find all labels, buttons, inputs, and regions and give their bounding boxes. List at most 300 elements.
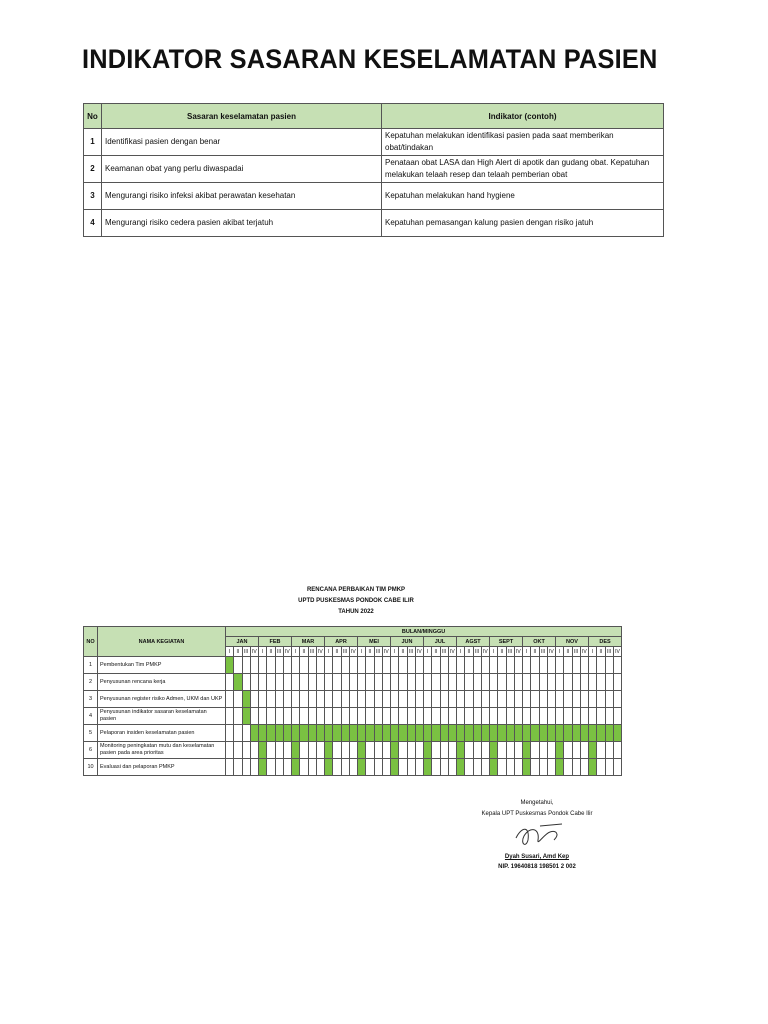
schedule-cell bbox=[580, 759, 588, 776]
activity-no: 5 bbox=[84, 725, 98, 742]
schedule-cell bbox=[300, 742, 308, 759]
schedule-cell-active bbox=[506, 725, 514, 742]
schedule-cell bbox=[242, 759, 250, 776]
schedule-cell-active bbox=[539, 725, 547, 742]
schedule-cell-active bbox=[275, 725, 283, 742]
indicator-text: Kepatuhan pemasangan kalung pasien dengan risiko jatuh bbox=[382, 210, 664, 237]
schedule-cell bbox=[333, 691, 341, 708]
schedule-cell-active bbox=[572, 725, 580, 742]
schedule-cell-active bbox=[308, 725, 316, 742]
schedule-cell bbox=[432, 759, 440, 776]
schedule-cell bbox=[572, 742, 580, 759]
week-header: IV bbox=[417, 648, 422, 655]
schedule-cell-active bbox=[399, 725, 407, 742]
week-header: II bbox=[399, 647, 407, 657]
indicator-row bbox=[84, 210, 664, 237]
schedule-cell-active bbox=[457, 725, 465, 742]
schedule-cell bbox=[316, 742, 324, 759]
schedule-cell bbox=[283, 742, 291, 759]
schedule-cell bbox=[226, 759, 234, 776]
schedule-cell bbox=[556, 691, 564, 708]
schedule-cell bbox=[490, 674, 498, 691]
plan-header-period: BULAN/MINGGU bbox=[226, 627, 622, 637]
indicator-row bbox=[84, 183, 664, 210]
plan-row bbox=[84, 691, 622, 708]
schedule-cell bbox=[547, 708, 555, 725]
schedule-cell bbox=[226, 674, 234, 691]
schedule-cell bbox=[226, 708, 234, 725]
plan-row bbox=[84, 657, 622, 674]
schedule-cell bbox=[613, 708, 621, 725]
schedule-cell bbox=[547, 742, 555, 759]
schedule-cell bbox=[399, 674, 407, 691]
schedule-cell bbox=[415, 759, 423, 776]
schedule-cell bbox=[440, 691, 448, 708]
schedule-cell bbox=[432, 708, 440, 725]
schedule-cell-active bbox=[259, 759, 267, 776]
schedule-cell bbox=[613, 742, 621, 759]
indicator-table bbox=[83, 103, 664, 237]
schedule-cell bbox=[556, 674, 564, 691]
schedule-cell bbox=[333, 759, 341, 776]
schedule-cell bbox=[473, 742, 481, 759]
schedule-cell bbox=[415, 708, 423, 725]
schedule-cell bbox=[316, 691, 324, 708]
activity-name: Monitoring peningkatan mutu dan keselamatan pasien pada area prioritas bbox=[98, 742, 226, 759]
plan-heading-3: TAHUN 2022 bbox=[338, 609, 374, 615]
schedule-cell bbox=[267, 691, 275, 708]
schedule-cell bbox=[399, 708, 407, 725]
schedule-cell bbox=[391, 691, 399, 708]
schedule-cell bbox=[415, 674, 423, 691]
schedule-cell bbox=[457, 657, 465, 674]
week-header: IV bbox=[582, 648, 587, 655]
schedule-cell bbox=[366, 708, 374, 725]
schedule-cell bbox=[506, 657, 514, 674]
schedule-cell-active bbox=[358, 742, 366, 759]
indicator-no: 2 bbox=[84, 156, 102, 183]
schedule-cell bbox=[556, 657, 564, 674]
schedule-cell bbox=[523, 691, 531, 708]
schedule-cell-active bbox=[547, 725, 555, 742]
schedule-cell bbox=[259, 708, 267, 725]
schedule-cell bbox=[325, 674, 333, 691]
schedule-cell bbox=[465, 657, 473, 674]
page-title: INDIKATOR SASARAN KESELAMATAN PASIEN bbox=[82, 44, 658, 74]
indicator-text: Penataan obat LASA dan High Alert di apotik dan gudang obat. Kepatuhan melakukan telaah resep dan telaah pemberian obat bbox=[382, 156, 664, 183]
schedule-cell bbox=[432, 691, 440, 708]
week-header: III bbox=[605, 647, 613, 657]
schedule-cell-active bbox=[333, 725, 341, 742]
schedule-cell bbox=[597, 657, 605, 674]
schedule-cell bbox=[325, 708, 333, 725]
schedule-cell-active bbox=[605, 725, 613, 742]
week-header: II bbox=[234, 647, 242, 657]
schedule-cell bbox=[275, 674, 283, 691]
schedule-cell bbox=[374, 674, 382, 691]
schedule-cell bbox=[572, 674, 580, 691]
plan-row bbox=[84, 742, 622, 759]
schedule-cell bbox=[564, 708, 572, 725]
schedule-cell bbox=[358, 657, 366, 674]
schedule-cell bbox=[424, 708, 432, 725]
schedule-cell bbox=[523, 657, 531, 674]
schedule-cell bbox=[547, 759, 555, 776]
activity-name: Penyusunan indikator sasaran keselamatan pasien bbox=[98, 708, 226, 725]
schedule-cell bbox=[490, 691, 498, 708]
schedule-cell-active bbox=[481, 725, 489, 742]
week-header: III bbox=[506, 647, 514, 657]
schedule-cell bbox=[539, 691, 547, 708]
schedule-cell bbox=[275, 759, 283, 776]
schedule-cell-active bbox=[424, 742, 432, 759]
handwritten-signature bbox=[510, 820, 566, 852]
schedule-cell-active bbox=[391, 759, 399, 776]
header-no: No bbox=[84, 104, 102, 129]
week-header: IV bbox=[615, 648, 620, 655]
schedule-cell bbox=[267, 708, 275, 725]
schedule-cell-active bbox=[259, 742, 267, 759]
schedule-cell bbox=[234, 708, 242, 725]
month-header: NOV bbox=[556, 637, 589, 647]
activity-name: Pelaporan insiden keselamatan pasien bbox=[98, 725, 226, 742]
week-header: II bbox=[465, 647, 473, 657]
indicator-goal: Mengurangi risiko cedera pasien akibat terjatuh bbox=[102, 210, 382, 237]
schedule-cell bbox=[415, 691, 423, 708]
schedule-cell bbox=[242, 725, 250, 742]
schedule-cell-active bbox=[242, 691, 250, 708]
schedule-cell bbox=[506, 691, 514, 708]
schedule-cell bbox=[275, 742, 283, 759]
month-header: DES bbox=[589, 637, 622, 647]
schedule-cell bbox=[308, 742, 316, 759]
schedule-cell bbox=[382, 657, 390, 674]
schedule-cell bbox=[349, 759, 357, 776]
month-header: MAR bbox=[292, 637, 325, 647]
month-header: JUN bbox=[391, 637, 424, 647]
week-header: III bbox=[275, 647, 283, 657]
signature-nip: NIP. 19640818 198501 2 002 bbox=[498, 864, 576, 870]
week-header: IV bbox=[351, 648, 356, 655]
schedule-cell bbox=[440, 674, 448, 691]
month-header: OKT bbox=[523, 637, 556, 647]
schedule-cell bbox=[473, 657, 481, 674]
schedule-cell bbox=[391, 674, 399, 691]
schedule-cell-active bbox=[523, 759, 531, 776]
schedule-cell-active bbox=[556, 725, 564, 742]
activity-no: 10 bbox=[84, 759, 98, 776]
schedule-cell bbox=[580, 657, 588, 674]
schedule-cell bbox=[481, 708, 489, 725]
schedule-cell-active bbox=[382, 725, 390, 742]
schedule-cell bbox=[349, 708, 357, 725]
schedule-cell bbox=[440, 657, 448, 674]
schedule-cell bbox=[333, 708, 341, 725]
schedule-cell-active bbox=[580, 725, 588, 742]
schedule-cell bbox=[358, 691, 366, 708]
schedule-cell bbox=[498, 691, 506, 708]
schedule-cell bbox=[234, 657, 242, 674]
schedule-cell bbox=[531, 691, 539, 708]
schedule-cell bbox=[424, 674, 432, 691]
schedule-cell bbox=[259, 674, 267, 691]
schedule-cell bbox=[531, 657, 539, 674]
schedule-cell bbox=[539, 674, 547, 691]
indicator-no: 3 bbox=[84, 183, 102, 210]
schedule-cell bbox=[514, 674, 522, 691]
week-header: IV bbox=[318, 648, 323, 655]
schedule-cell bbox=[374, 759, 382, 776]
schedule-cell bbox=[292, 674, 300, 691]
schedule-cell bbox=[234, 742, 242, 759]
schedule-cell bbox=[316, 674, 324, 691]
schedule-cell-active bbox=[358, 759, 366, 776]
week-header: III bbox=[374, 647, 382, 657]
schedule-cell bbox=[374, 691, 382, 708]
schedule-cell-active bbox=[523, 742, 531, 759]
schedule-cell bbox=[539, 759, 547, 776]
schedule-cell bbox=[514, 742, 522, 759]
schedule-cell bbox=[481, 742, 489, 759]
week-header: I bbox=[226, 647, 234, 657]
week-header: III bbox=[440, 647, 448, 657]
week-header: I bbox=[259, 647, 267, 657]
schedule-cell-active bbox=[589, 742, 597, 759]
schedule-cell-active bbox=[457, 742, 465, 759]
schedule-cell bbox=[250, 759, 258, 776]
schedule-cell bbox=[498, 708, 506, 725]
schedule-cell bbox=[572, 708, 580, 725]
schedule-cell bbox=[547, 657, 555, 674]
plan-row bbox=[84, 708, 622, 725]
schedule-cell bbox=[440, 742, 448, 759]
schedule-cell-active bbox=[283, 725, 291, 742]
schedule-cell bbox=[250, 691, 258, 708]
schedule-cell bbox=[457, 708, 465, 725]
schedule-cell bbox=[391, 657, 399, 674]
schedule-cell-active bbox=[234, 674, 242, 691]
schedule-cell bbox=[506, 742, 514, 759]
schedule-cell bbox=[349, 691, 357, 708]
schedule-cell bbox=[341, 742, 349, 759]
schedule-cell-active bbox=[498, 725, 506, 742]
schedule-cell-active bbox=[292, 725, 300, 742]
plan-row bbox=[84, 674, 622, 691]
schedule-cell bbox=[407, 691, 415, 708]
schedule-cell-active bbox=[366, 725, 374, 742]
schedule-cell-active bbox=[292, 742, 300, 759]
schedule-cell bbox=[481, 759, 489, 776]
schedule-cell bbox=[531, 674, 539, 691]
schedule-cell-active bbox=[448, 725, 456, 742]
schedule-cell bbox=[613, 657, 621, 674]
schedule-cell bbox=[473, 708, 481, 725]
schedule-cell bbox=[316, 708, 324, 725]
schedule-cell bbox=[300, 691, 308, 708]
schedule-cell bbox=[308, 759, 316, 776]
schedule-cell bbox=[283, 657, 291, 674]
schedule-cell bbox=[613, 691, 621, 708]
schedule-cell bbox=[267, 759, 275, 776]
schedule-cell-active bbox=[341, 725, 349, 742]
schedule-cell-active bbox=[424, 725, 432, 742]
schedule-cell bbox=[399, 657, 407, 674]
week-header: II bbox=[531, 647, 539, 657]
schedule-cell bbox=[325, 657, 333, 674]
schedule-cell-active bbox=[242, 708, 250, 725]
week-header: I bbox=[589, 647, 597, 657]
header-goal: Sasaran keselamatan pasien bbox=[102, 104, 382, 129]
signature-name: Dyah Susari, Amd Kep bbox=[504, 854, 570, 860]
schedule-cell-active bbox=[407, 725, 415, 742]
plan-table bbox=[83, 626, 622, 776]
schedule-cell bbox=[407, 759, 415, 776]
activity-no: 2 bbox=[84, 674, 98, 691]
schedule-cell bbox=[498, 657, 506, 674]
schedule-cell bbox=[333, 742, 341, 759]
schedule-cell bbox=[465, 691, 473, 708]
schedule-cell bbox=[382, 708, 390, 725]
schedule-cell bbox=[597, 674, 605, 691]
indicator-goal: Identifikasi pasien dengan benar bbox=[102, 129, 382, 156]
schedule-cell bbox=[514, 691, 522, 708]
schedule-cell bbox=[580, 691, 588, 708]
schedule-cell bbox=[613, 674, 621, 691]
schedule-cell bbox=[547, 674, 555, 691]
schedule-cell-active bbox=[473, 725, 481, 742]
month-header: FEB bbox=[259, 637, 292, 647]
schedule-cell-active bbox=[531, 725, 539, 742]
schedule-cell bbox=[415, 657, 423, 674]
schedule-cell bbox=[539, 657, 547, 674]
week-header: III bbox=[572, 647, 580, 657]
schedule-cell bbox=[448, 742, 456, 759]
schedule-cell bbox=[498, 742, 506, 759]
week-header: I bbox=[490, 647, 498, 657]
schedule-cell bbox=[250, 708, 258, 725]
activity-name: Penyusunan register risiko Admen, UKM dan UKP bbox=[98, 691, 226, 708]
schedule-cell bbox=[275, 657, 283, 674]
schedule-cell bbox=[407, 674, 415, 691]
week-header: III bbox=[473, 647, 481, 657]
schedule-cell bbox=[605, 691, 613, 708]
schedule-cell bbox=[407, 708, 415, 725]
schedule-cell bbox=[382, 691, 390, 708]
indicator-row bbox=[84, 129, 664, 156]
schedule-cell bbox=[242, 742, 250, 759]
schedule-cell-active bbox=[432, 725, 440, 742]
schedule-cell-active bbox=[259, 725, 267, 742]
schedule-cell bbox=[382, 674, 390, 691]
week-header: II bbox=[366, 647, 374, 657]
schedule-cell bbox=[341, 657, 349, 674]
week-header: IV bbox=[285, 648, 290, 655]
schedule-cell bbox=[250, 674, 258, 691]
plan-heading-2: UPTD PUSKESMAS PONDOK CABE ILIR bbox=[298, 598, 414, 604]
schedule-cell bbox=[250, 742, 258, 759]
schedule-cell bbox=[242, 674, 250, 691]
schedule-cell bbox=[523, 674, 531, 691]
schedule-cell-active bbox=[374, 725, 382, 742]
schedule-cell bbox=[432, 657, 440, 674]
schedule-cell bbox=[473, 691, 481, 708]
schedule-cell bbox=[572, 691, 580, 708]
schedule-cell bbox=[465, 674, 473, 691]
schedule-cell bbox=[349, 742, 357, 759]
schedule-cell-active bbox=[597, 725, 605, 742]
week-header: I bbox=[556, 647, 564, 657]
schedule-cell bbox=[448, 708, 456, 725]
week-header: I bbox=[292, 647, 300, 657]
week-header: I bbox=[523, 647, 531, 657]
schedule-cell bbox=[473, 674, 481, 691]
signature-greeting: Mengetahui, bbox=[520, 800, 554, 806]
schedule-cell bbox=[597, 742, 605, 759]
schedule-cell-active bbox=[490, 759, 498, 776]
schedule-cell bbox=[506, 759, 514, 776]
schedule-cell bbox=[366, 674, 374, 691]
schedule-cell-active bbox=[523, 725, 531, 742]
schedule-cell-active bbox=[358, 725, 366, 742]
schedule-cell bbox=[283, 691, 291, 708]
week-header: IV bbox=[516, 648, 521, 655]
schedule-cell bbox=[275, 708, 283, 725]
week-header: III bbox=[341, 647, 349, 657]
week-header: I bbox=[391, 647, 399, 657]
schedule-cell bbox=[448, 691, 456, 708]
schedule-cell-active bbox=[250, 725, 258, 742]
schedule-cell bbox=[391, 708, 399, 725]
activity-no: 6 bbox=[84, 742, 98, 759]
week-header: II bbox=[498, 647, 506, 657]
schedule-cell-active bbox=[556, 759, 564, 776]
schedule-cell bbox=[465, 708, 473, 725]
schedule-cell bbox=[465, 759, 473, 776]
schedule-cell bbox=[457, 691, 465, 708]
schedule-cell bbox=[580, 674, 588, 691]
schedule-cell bbox=[605, 708, 613, 725]
schedule-cell bbox=[523, 708, 531, 725]
schedule-cell bbox=[226, 691, 234, 708]
schedule-cell bbox=[366, 742, 374, 759]
schedule-cell bbox=[572, 657, 580, 674]
signature-title: Kepala UPT Puskesmas Pondok Cabe Ilir bbox=[481, 811, 593, 817]
schedule-cell bbox=[531, 708, 539, 725]
schedule-cell bbox=[333, 674, 341, 691]
schedule-cell bbox=[349, 657, 357, 674]
schedule-cell bbox=[358, 708, 366, 725]
schedule-cell bbox=[432, 742, 440, 759]
schedule-cell-active bbox=[589, 759, 597, 776]
plan-heading-1: RENCANA PERBAIKAN TIM PMKP bbox=[306, 587, 406, 593]
schedule-cell-active bbox=[391, 725, 399, 742]
indicator-goal: Mengurangi risiko infeksi akibat perawatan kesehatan bbox=[102, 183, 382, 210]
plan-row bbox=[84, 759, 622, 776]
schedule-cell-active bbox=[325, 742, 333, 759]
schedule-cell bbox=[399, 691, 407, 708]
schedule-cell bbox=[226, 725, 234, 742]
schedule-cell bbox=[514, 708, 522, 725]
schedule-cell bbox=[300, 657, 308, 674]
schedule-cell-active bbox=[292, 759, 300, 776]
activity-no: 1 bbox=[84, 657, 98, 674]
schedule-cell bbox=[366, 759, 374, 776]
schedule-cell bbox=[333, 657, 341, 674]
schedule-cell-active bbox=[325, 725, 333, 742]
plan-row bbox=[84, 725, 622, 742]
week-header: IV bbox=[549, 648, 554, 655]
week-header: I bbox=[358, 647, 366, 657]
